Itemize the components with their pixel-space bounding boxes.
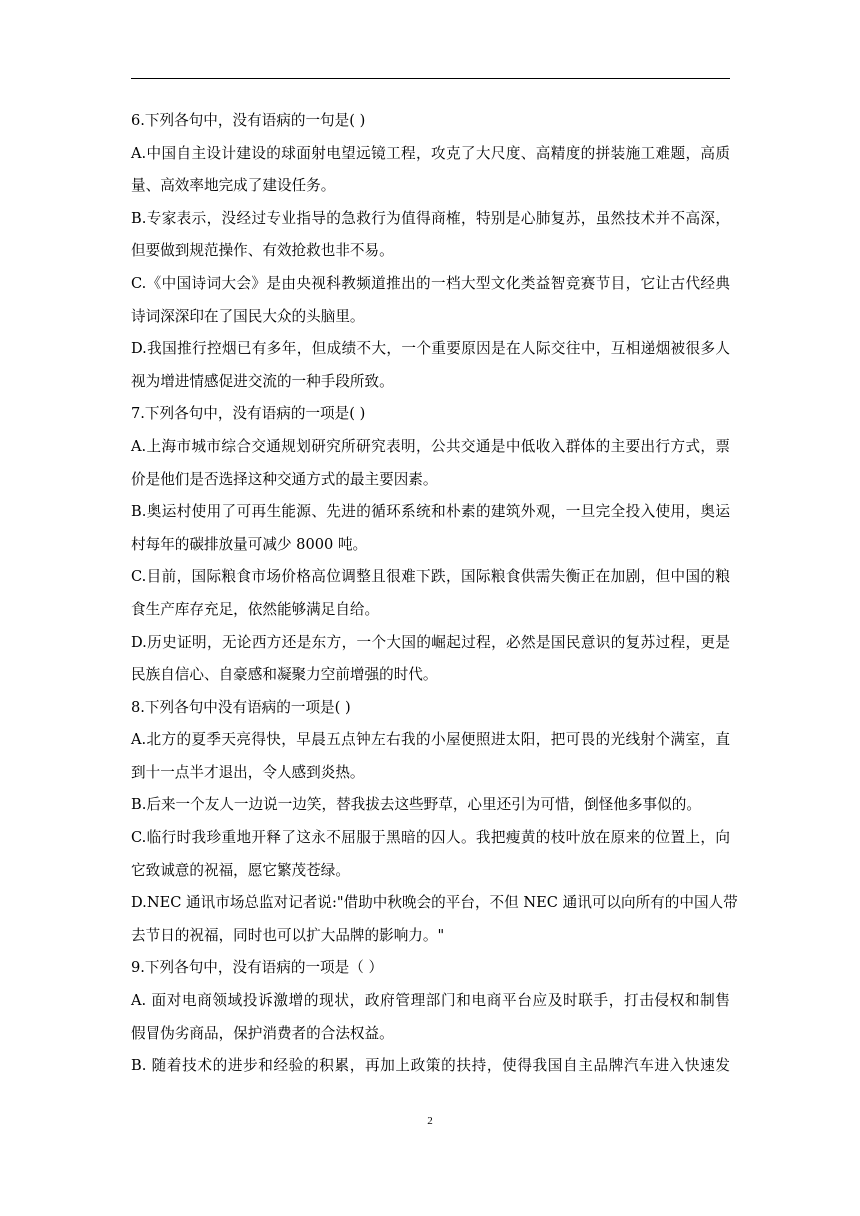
question-8-option-c-cont: 它致诚意的祝福，愿它繁茂苍绿。: [131, 861, 350, 879]
question-7-option-a-cont: 价是他们是否选择这种交通方式的最主要因素。: [131, 470, 438, 488]
question-6-stem: 6.下列各句中，没有语病的一句是( ): [131, 112, 366, 129]
question-8-option-a-cont: 到十一点半才退出，令人感到炎热。: [131, 763, 365, 781]
question-6-option-d-cont: 视为增进情感促进交流的一种手段所致。: [131, 372, 394, 390]
question-6-option-b: B.专家表示，没经过专业指导的急救行为值得商榷，特别是心肺复苏，虽然技术并不高深，: [131, 209, 730, 227]
question-8-option-b: B.后来一个友人一边说一边笑，替我拔去这些野草，心里还引为可惜，倒怪他多事似的。: [131, 796, 701, 814]
question-7-option-a: A.上海市城市综合交通规划研究所研究表明，公共交通是中低收入群体的主要出行方式，票: [131, 437, 730, 455]
question-9-option-a: A. 面对电商领域投诉激增的现状，政府管理部门和电商平台应及时联手，打击侵权和制售: [131, 992, 730, 1010]
question-6-option-c: C.《中国诗词大会》是由央视科教频道推出的一档大型文化类益智竞赛节目，它让古代经典: [131, 274, 730, 292]
question-8-option-d: D.NEC 通讯市场总监对记者说:"借助中秋晚会的平台，不但 NEC 通讯可以向所有的中国人带: [131, 894, 738, 912]
question-8-option-a: A.北方的夏季天亮得快，早晨五点钟左右我的小屋便照进太阳，把可畏的光线射个满室，直: [131, 731, 730, 749]
question-9-option-a-cont: 假冒伪劣商品，保护消费者的合法权益。: [131, 1024, 394, 1042]
question-8-option-d-cont: 去节日的祝福，同时也可以扩大品牌的影响力。": [131, 926, 445, 944]
question-6-option-a: A.中国自主设计建设的球面射电望远镜工程，攻克了大尺度、高精度的拼装施工难题，高质: [131, 144, 730, 162]
question-7-option-b: B.奥运村使用了可再生能源、先进的循环系统和朴素的建筑外观，一旦完全投入使用，奥运: [131, 503, 730, 521]
header-rule: [131, 78, 730, 79]
question-9-option-b: B. 随着技术的进步和经验的积累，再加上政策的扶持，使得我国自主品牌汽车进入快速发: [131, 1057, 730, 1075]
question-6-option-d: D.我国推行控烟已有多年，但成绩不大，一个重要原因是在人际交往中，互相递烟被很多人: [131, 340, 730, 358]
page-body: [131, 105, 738, 1083]
question-8-stem: 8.下列各句中没有语病的一项是( ): [131, 698, 351, 716]
question-6-option-c-cont: 诗词深深印在了国民大众的头脑里。: [131, 307, 365, 325]
question-6-option-a-cont: 量、高效率地完成了建设任务。: [131, 177, 336, 195]
page-number: 2: [427, 1115, 433, 1127]
question-7-option-d: D.历史证明，无论西方还是东方，一个大国的崛起过程，必然是国民意识的复苏过程，更是: [131, 633, 730, 651]
question-6-option-b-cont: 但要做到规范操作、有效抢救也非不易。: [131, 242, 394, 260]
question-7-option-c-cont: 食生产库存充足，依然能够满足自给。: [131, 600, 380, 618]
question-7-option-d-cont: 民族自信心、自豪感和凝聚力空前增强的时代。: [131, 666, 438, 684]
question-8-option-c: C.临行时我珍重地开释了这永不屈服于黑暗的囚人。我把瘦黄的枝叶放在原来的位置上，向: [131, 829, 730, 847]
question-7-stem: 7.下列各句中，没有语病的一项是( ): [131, 405, 366, 423]
question-7-option-c: C.目前，国际粮食市场价格高位调整且很难下跌，国际粮食供需失衡正在加剧，但中国的粮: [131, 568, 730, 586]
question-7-option-b-cont: 村每年的碳排放量可减少 8000 吨。: [131, 535, 368, 553]
question-9-stem: 9.下列各句中，没有语病的一项是（ ）: [131, 959, 384, 977]
